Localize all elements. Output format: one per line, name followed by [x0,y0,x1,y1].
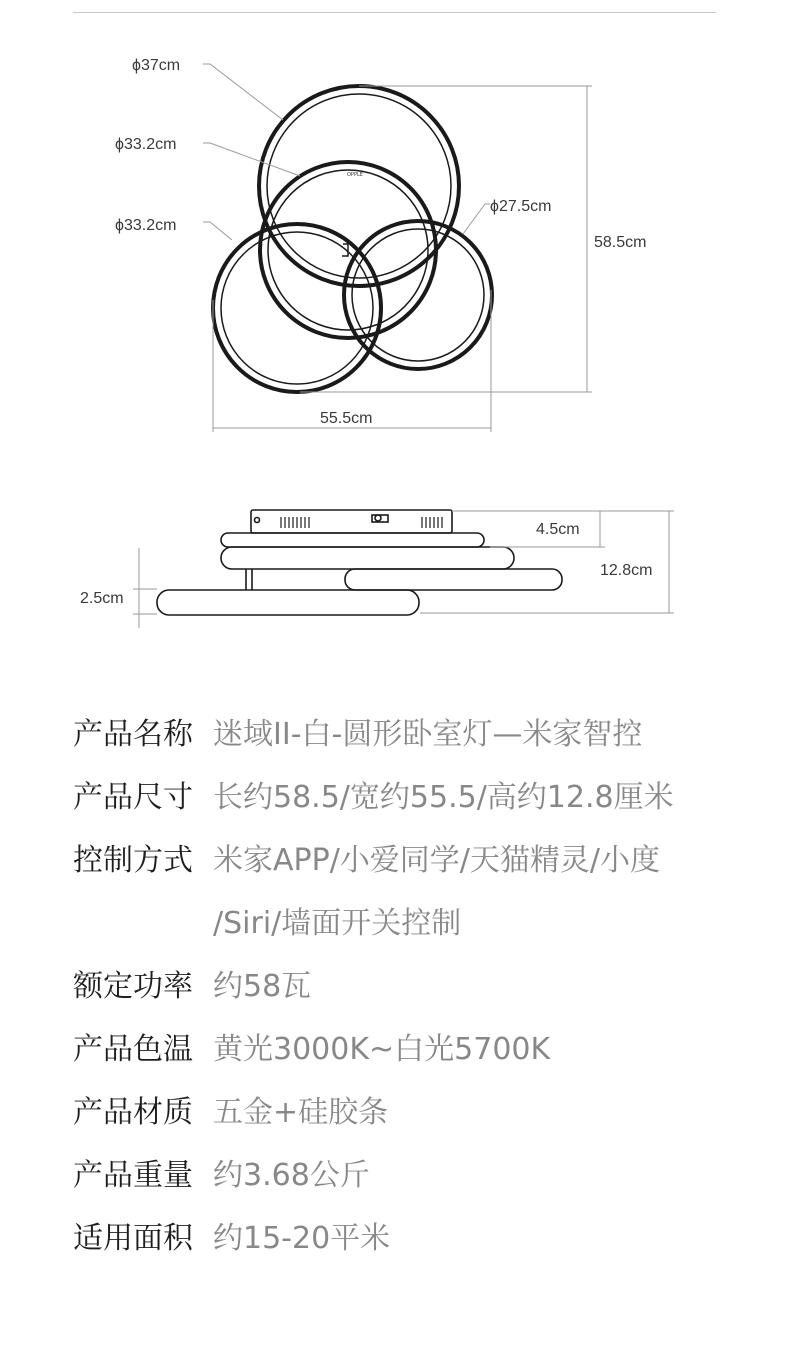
label-bottom-ring: 2.5cm [80,590,124,607]
spec-row-power [73,955,733,1018]
spec-value: 长约58.5/宽约55.5/高约12.8厘米 [213,780,674,815]
label-dia-right: ϕ27.5cm [490,198,552,215]
label-total-height: 12.8cm [600,562,653,579]
spec-row-color-temp [73,1018,733,1081]
spec-label: 产品尺寸 [73,780,193,815]
spec-label: 适用面积 [73,1221,193,1256]
label-top-gap: 4.5cm [536,521,580,538]
spec-value: 黄光3000K~白光5700K [213,1032,551,1067]
label-height: 58.5cm [594,234,647,251]
spec-value: 约3.68公斤 [213,1158,370,1193]
label-dia-left: ϕ33.2cm [115,217,177,234]
spec-table [73,703,733,1270]
spec-value: 约15-20平米 [213,1221,391,1256]
side-ring-3 [345,569,562,590]
label-width: 55.5cm [320,410,373,427]
spec-row-control [73,829,733,955]
side-ring-2 [221,547,514,569]
side-ring-4 [157,590,419,615]
spec-row-name [73,703,733,766]
brand-mark: OPPLE [347,172,363,178]
side-view [157,510,562,615]
spec-label: 产品重量 [73,1158,193,1193]
top-view [213,86,492,392]
spec-label: 产品色温 [73,1032,193,1067]
spec-value: 米家APP/小爱同学/天猫精灵/小度 /Siri/墙面开关控制 [213,843,661,941]
spec-row-material [73,1081,733,1144]
label-dia-inner-top: ϕ33.2cm [115,136,177,153]
spec-row-size [73,766,733,829]
spec-value: 五金+硅胶条 [213,1095,389,1130]
side-ring-1 [221,533,484,547]
spec-value: 约58瓦 [213,969,312,1004]
spec-value: 迷域II-白-圆形卧室灯—米家智控 [213,717,643,752]
spec-label: 产品名称 [73,717,193,752]
ring-right [344,221,492,369]
label-dia-outer: ϕ37cm [132,57,181,74]
spec-row-weight [73,1144,733,1207]
spec-label: 控制方式 [73,843,193,878]
spec-label: 额定功率 [73,969,193,1004]
ring-left [213,224,381,392]
spec-row-area [73,1207,733,1270]
spec-label: 产品材质 [73,1095,193,1130]
